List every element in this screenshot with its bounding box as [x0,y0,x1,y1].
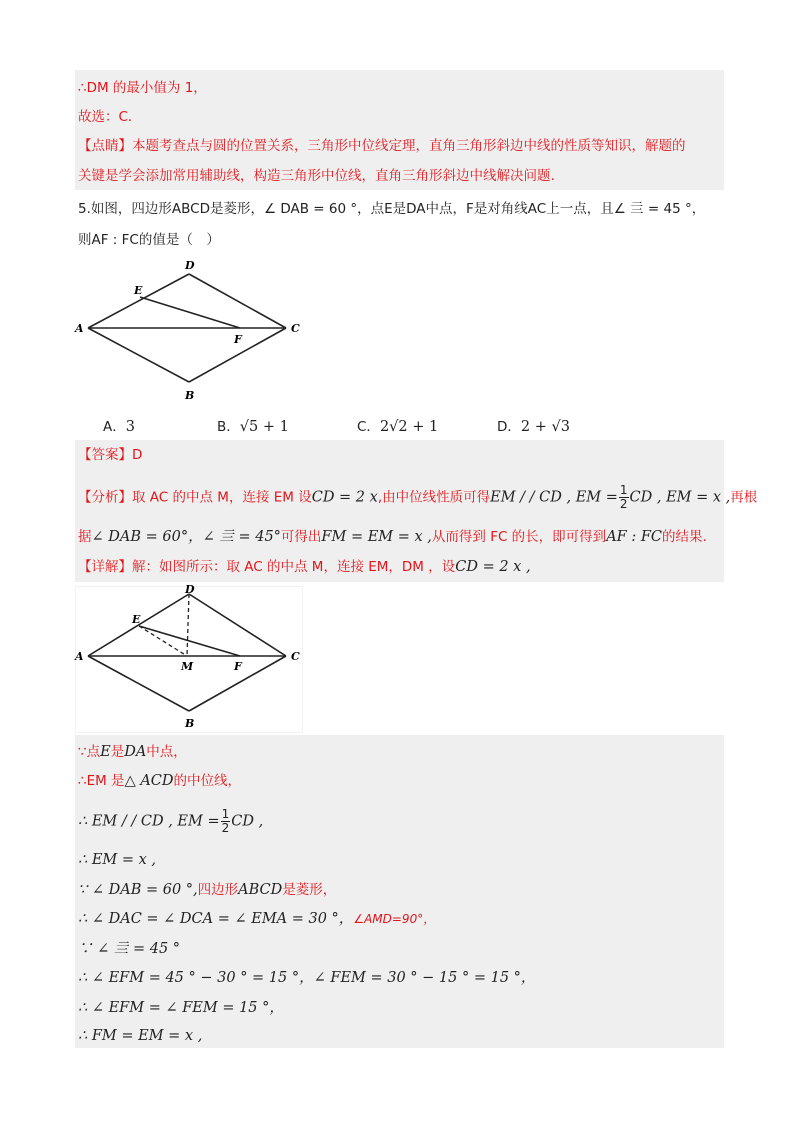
detail-math: CD = 2 x , [455,559,531,575]
comment-line-1 [78,136,686,156]
label-e: E [134,284,143,297]
side-ba [88,656,189,711]
segment-ef [139,626,240,656]
proof-fraction [221,808,231,835]
proof-line-3 [78,808,263,835]
analysis-math-cd: CD = 2 x [311,489,378,506]
proof-2b: △ ACD [124,773,174,789]
rhombus-figure-1 [72,258,312,408]
analysis-text-end: 的结果. [661,529,707,545]
label-a: A [75,650,84,663]
analysis-text-fc: 从而得到 FC 的长，即可得到 [431,529,607,545]
proof-5d: 是菱形， [282,882,337,898]
proof-2c: 的中位线， [173,773,242,789]
analysis-math-dab: ∠ DAB = 60°， [91,529,203,545]
analysis-text-f: 再根 [730,489,758,506]
label-a: A [75,322,84,335]
analysis-text-a: 取 AC 的中点 M，连接 EM 设 [132,489,312,506]
proof-line-2 [78,771,241,791]
side-dc [189,594,286,656]
label-d: D [185,259,195,272]
proof-8b: ∠ FEM = 30 ° − 15 ° = 15 °， [313,970,536,986]
fraction-denominator: 2 [619,497,628,511]
answer-tag: 【答案】 [78,447,132,463]
proof-line-8 [78,968,535,988]
option-a-value: 3 [125,419,135,435]
proof-5b: 四边形 [197,882,239,898]
option-a-label: A． [103,419,126,435]
analysis-math-em-x: CD , EM = x , [629,489,731,506]
analysis-math-em: EM / / CD , EM = [490,489,618,506]
option-d-label: D． [497,419,521,435]
label-d: D [185,583,195,596]
analysis-fraction [619,484,629,511]
option-c-value: 2√2 + 1 [379,419,439,435]
dashed-dm [187,594,189,656]
side-ad [88,274,189,328]
label-f: F [234,660,242,673]
option-c-label: C． [357,419,380,435]
label-c: C [291,322,300,335]
min-value-line: ∴DM 的最小值为 1， [78,80,207,96]
answer-value: D [132,447,143,463]
analysis-line-2 [78,527,707,547]
proof-1d: DA [124,744,147,760]
side-dc [189,274,286,328]
segment-ef [140,297,240,328]
fraction-numerator: 1 [619,483,628,497]
proof-1a: ∵点 [78,744,101,760]
proof-5a: ∵ ∠ DAB = 60 °, [78,882,198,898]
detail-tag: 【详解】 [78,559,132,575]
analysis-math-ratio: AF : FC [606,529,662,545]
comment-tag: 【点睛】 [78,138,132,154]
proof-8a: ∴ ∠ EFM = 45 ° − 30 ° = 15 °， [78,970,314,986]
analysis-math-fm: FM = EM = x , [321,529,432,545]
label-f: F [234,333,242,346]
label-e: E [132,613,141,626]
option-b-value: √5 + 1 [239,419,289,435]
question-line-1: 5.如图，四边形ABCD是菱形，∠ DAB = 60 °，点E是DA中点，F是对角线AC上一点，且∠ 亖 = 45 °， [78,201,706,217]
detail-line [78,557,531,577]
analysis-text-kd: 可得出 [280,529,322,545]
option-d-value: 2 + √3 [520,419,570,435]
choice-line: 故选：C． [78,109,142,125]
analysis-line-1 [78,484,757,511]
question-line-2: 则AF : FC的值是（ ） [78,232,220,248]
label-c: C [291,650,300,663]
option-b-label: B． [217,419,240,435]
side-ba [88,328,189,382]
proof-2a: ∴EM 是 [78,773,125,789]
dashed-em [139,626,187,656]
comment-line-2: 关键是学会添加常用辅助线，构造三角形中位线，直角三角形斜边中线解决问题. [78,168,555,184]
proof-3b: CD , [231,813,264,830]
option-a [103,415,135,435]
proof-line-1 [78,742,187,762]
proof-line-5 [78,880,336,900]
proof-6a: ∴ ∠ DAC = ∠ DCA = ∠ EMA = 30 °， [78,911,354,927]
label-b: B [185,717,195,730]
analysis-tag: 【分析】 [78,489,132,506]
proof-6b: ∠AMD=90°， [353,912,436,926]
proof-line-7: ∵ ∠ 亖 = 45 ° [78,941,181,957]
option-c [357,415,438,435]
proof-line-4: ∴ EM = x , [78,852,157,868]
label-b: B [185,389,195,402]
analysis-math-angle: ∠ 亖 = 45° [202,529,281,545]
proof-3a: ∴ EM / / CD , EM = [78,813,220,830]
proof-5c: ABCD [238,882,283,898]
proof-1b: E [100,744,111,760]
analysis-text-c: ,由中位线性质可得 [377,489,491,506]
label-m: M [181,660,194,673]
rhombus-figure-2 [72,583,312,733]
option-b [217,415,289,435]
detail-intro: 解：如图所示：取 AC 的中点 M，连接 EM，DM ，设 [132,559,456,575]
proof-fraction-denominator: 2 [221,821,230,835]
proof-line-6 [78,909,435,929]
comment-text-1: 本题考查点与圆的位置关系，三角形中位线定理，直角三角形斜边中线的性质等知识，解题的 [132,138,686,154]
answer-line [78,445,142,465]
option-d [497,415,570,435]
proof-1c: 是 [110,744,125,760]
proof-1e: 中点， [146,744,187,760]
analysis-text-ju: 据 [78,529,92,545]
proof-line-10: ∴ FM = EM = x , [78,1028,203,1044]
proof-line-9: ∴ ∠ EFM = ∠ FEM = 15 °， [78,1000,284,1016]
proof-fraction-numerator: 1 [221,807,230,821]
